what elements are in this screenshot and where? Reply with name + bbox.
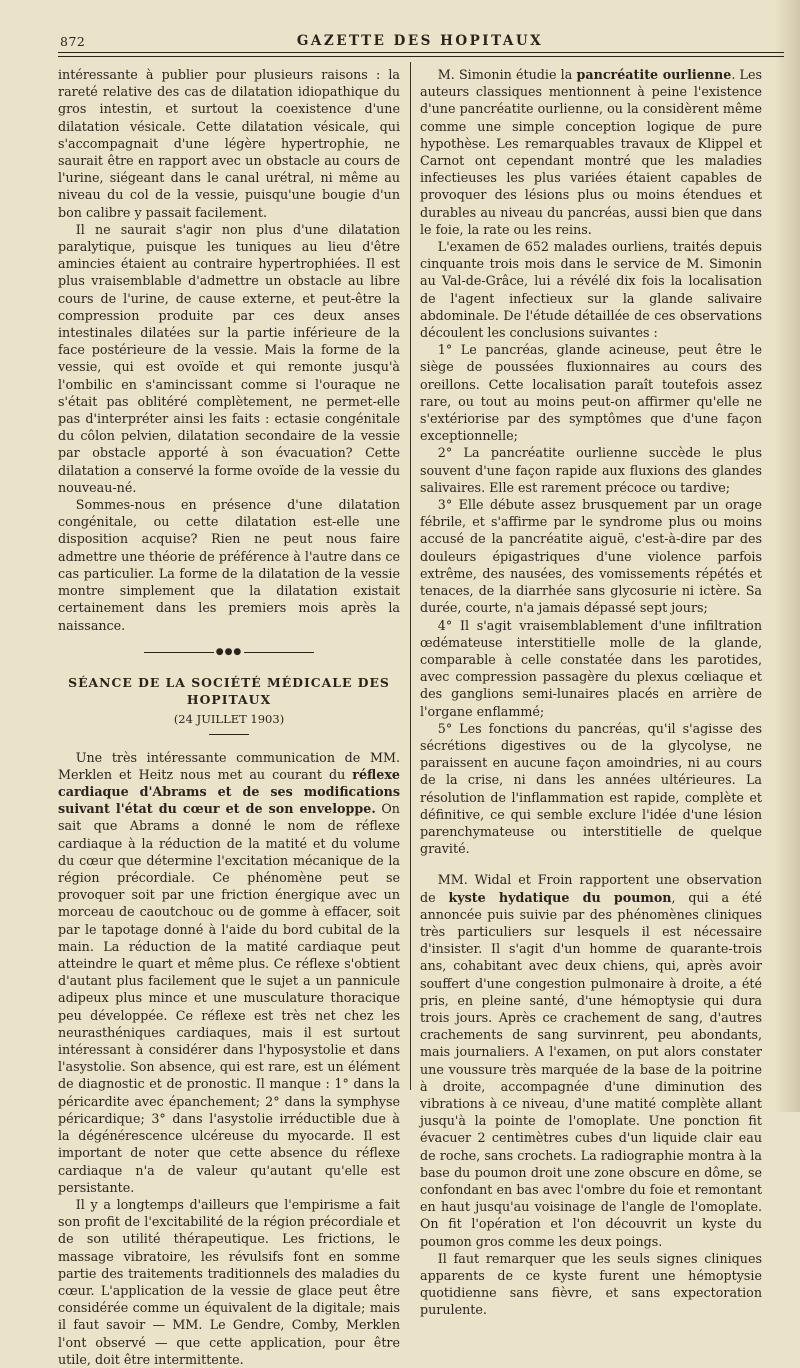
conclusion-item: 2° La pancréatite ourlienne succède le plus souvent d'une façon rapide aux fluxions des glandes salivaires. Elle est rarement précoce ou tardive; [420, 445, 762, 495]
section-title-rule [209, 734, 249, 735]
conclusion-item: 4° Il s'agit vraisemblablement d'une infiltration œdémateuse interstitielle molle de la glande, comparable à celle constatée dans les parotides, avec compression passagère du plexus cœliaque et des ganglions semi-lunaires placés en arrière de l'organe enflammé; [420, 617, 762, 719]
section-title: SÉANCE DE LA SOCIÉTÉ MÉDICALE DES HOPITAUX [68, 675, 390, 708]
conclusion-item: 1° Le pancréas, glande acineuse, peut être le siège de poussées fluxionnaires au cours des oreillons. Cette localisation paraît toutefois assez rare, ou tout au moins peut-on affirmer qu'elle ne s'extériorise par des symptômes que d'une façon exceptionnelle; [420, 342, 762, 444]
section-date: (24 JUILLET 1903) [173, 712, 285, 727]
article-continuation-paragraph: intéressante à publier pour plusieurs raisons : la rareté relative des cas de dilatation idiopathique du gros intestin, et surtout la coexistence d'une dilatation vésicale. Cette dilatation vésicale, qui s'accompagnait d'une légère hypertrophie, ne saurait être en rapport avec un obstacle au cours de l'urine, siégeant dans le canal urétral, ni même au niveau du col de la vessie, puisqu'une bougie d'un bon calibre y passait facilement. [58, 67, 400, 220]
article-paragraph: Il y a longtemps d'ailleurs que l'empirisme a fait son profit de l'excitabilité de la région précordiale et de son utilité thérapeutique. Les frictions, le massage vibratoire, les révulsifs font en somme partie des traitements traditionnels des maladies du cœur. L'application de la vessie de glace peut être considérée comme un équivalent de la digitale; mais il faut savoir — MM. Le Gendre, Comby, Merklen l'ont observé — que cette application, pour être utile, doit être intermittente. [58, 1196, 400, 1367]
conclusion-item: 3° Elle débute assez brusquement par un orage fébrile, et s'affirme par le syndrome plus ou moins accusé de la pancréatite aiguë, c'est-à-dire par des douleurs épigastriques d'une violence parfois extrême, des nausées, des vomissements répétés et tenaces, de la diarrhée sans glycosurie ni ictère. Sa durée, courte, n'a jamais dépassé sept jours; [420, 497, 762, 616]
header-rule-thin [58, 56, 784, 57]
article-paragraph: Il faut remarquer que les seuls signes cliniques apparents de ce kyste furent une hémoptysie quotidienne sans fièvre, et sans expectoration purulente. [420, 1250, 762, 1318]
article-paragraph: Sommes-nous en présence d'une dilatation congénitale, ou cette dilatation est-elle une disposition acquise? Rien ne peut nous faire admettre une théorie de préférence à l'autre dans ce cas particulier. La forme de la dilatation de la vessie montre simplement que la dilatation existait certainement dans les premiers mois après la naissance. [58, 497, 400, 633]
section-separator: ●●● [58, 644, 400, 662]
running-title: GAZETTE DES HOPITAUX [296, 33, 544, 49]
article-paragraph [58, 749, 400, 1196]
article-paragraph: L'examen de 652 malades ourliens, traités depuis cinquante trois mois dans le service de M. Simonin au Val-de-Grâce, lui a révélé dix fois la localisation de l'agent infectieux sur la glande salivaire abdominale. De l'étude détaillée de ces observations découlent les conclusions suivantes : [420, 239, 762, 341]
bold-topic: kyste hydatique du poumon [448, 889, 672, 905]
paragraph-text: , qui a été annoncée puis suivie par des phénomènes cliniques très particuliers sur lesquels il est nécessaire d'insister. Il s'agit d'un homme de quarante-trois ans, cohabitant avec deux chiens, qui, après avoir souffert d'une congestion pulmonaire à droite, a été pris, en pleine santé, d'une hémoptysie qui dura trois jours. Après ce crachement de sang, d'autres crachements de sang survinrent, peu abondants, mais journaliers. A l'examen, on put alors constater une voussure très marquée de la base de la poitrine à droite, accompagnée d'une diminution des vibrations à ce niveau, d'une matité complète allant jusqu'à la pointe de l'omoplate. Une ponction fit évacuer 2 centimètres cubes d'un liquide clair eau de roche, sans crochets. La radiographie montra à la base du poumon droit une zone obscure en dôme, se confondant en bas avec l'ombre du foie et remontant en haut jusqu'au voisinage de l'angle de l'omoplate. On fit l'opération et l'on découvrit un kyste du poumon gros comme les deux poings. [420, 889, 762, 1249]
header-rule [58, 52, 784, 53]
left-column [58, 66, 400, 1368]
column-divider [410, 62, 411, 1090]
paragraph-text: . Les auteurs classiques mentionnent à peine l'existence d'une pancréatite ourlienne, ou la considèrent même comme une simple conception logique de pure hypothèse. Les remarquables travaux de Klippel et Carnot ont cependant montré que les maladies infectieuses les plus variées étaient capables de provoquer des lésions plus ou moins étendues et durables au niveau du pancréas, aussi bien que dans le foie, la rate ou les reins. [420, 67, 763, 237]
conclusion-item: 5° Les fonctions du pancréas, qu'il s'agisse des sécrétions digestives ou de la glycolyse, ne paraissent en aucune façon amoindries, ni au cours de la crise, ni dans les années ultérieures. La résolution de l'inflammation est rapide, complète et définitive, ce qui semble exclure l'idée d'une lésion parenchymateuse ou interstitielle de quelque gravité. [420, 720, 762, 857]
bold-topic: réflexe cardiaque d'Abrams et de ses modifications suivant l'état du cœur et de son enveloppe. [58, 766, 400, 817]
paragraph-text: MM. Widal et Froin rapportent une observation de [420, 872, 762, 905]
page-number: 872 [60, 34, 86, 49]
article-paragraph: Il ne saurait s'agir non plus d'une dilatation paralytique, puisque les tuniques au lieu d'être amincies étaient au contraire hypertrophiées. Il est plus vraisemblable d'admettre un obstacle au libre cours de l'urine, de cause externe, et peut-être la compression produite par ces deux anses intestinales dilatées sur la partie inférieure de la face postérieure de la vessie. Mais la forme de la vessie, qui est ovoïde et qui remonte jusqu'à l'ombilic en s'amincissant comme si l'ouraque ne s'était pas oblitéré complètement, ne permet-elle pas d'interpréter ainsi les faits : ectasie congénitale du côlon pelvien, dilatation secondaire de la vessie par obstacle apporté à son évacuation? Cette dilatation a conservé la forme ovoïde de la vessie du nouveau-né. [58, 221, 400, 495]
paragraph-text: M. Simonin étudie la [437, 67, 577, 82]
right-column [420, 66, 762, 1319]
bold-topic: pancréatite ourlienne [576, 67, 732, 82]
article-paragraph [420, 871, 762, 1249]
page-header [58, 30, 782, 52]
paragraph-gap [420, 857, 762, 871]
paragraph-text: Une très intéressante communication de MM. Merklen et Heitz nous met au courant du [58, 749, 400, 782]
paragraph-text: On sait que Abrams a donné le nom de réflexe cardiaque à la réduction de la matité et du volume du cœur que détermine l'excitation mécanique de la région précordiale. Ce phénomène peut se provoquer soit par une friction énergique avec un morceau de caoutchouc ou de gomme à effacer, soit par le tapotage donné à l'aide du bord cubital de la main. La réduction de la matité cardiaque peut atteindre le quart et même plus. Ce réflexe s'obtient d'autant plus facilement que le sujet a un pannicule adipeux plus mince et une musculature thoracique peu développée. Ce réflexe est très net chez les neurasthéniques cardiaques, mais il est surtout intéressant à considérer dans l'hyposystolie et dans l'asystolie. Son absence, qui est rare, est un élément de diagnostic et de pronostic. Il manque : 1° dans la péricardite avec épanchement; 2° dans la symphyse péricardique; 3° dans l'asystolie irréductible due à la dégénérescence ulcéreuse du myocarde. Il est important de noter que cette absence du réflexe cardiaque n'a de valeur qu'autant qu'elle est persistante. [58, 801, 400, 1195]
article-paragraph [420, 66, 762, 238]
